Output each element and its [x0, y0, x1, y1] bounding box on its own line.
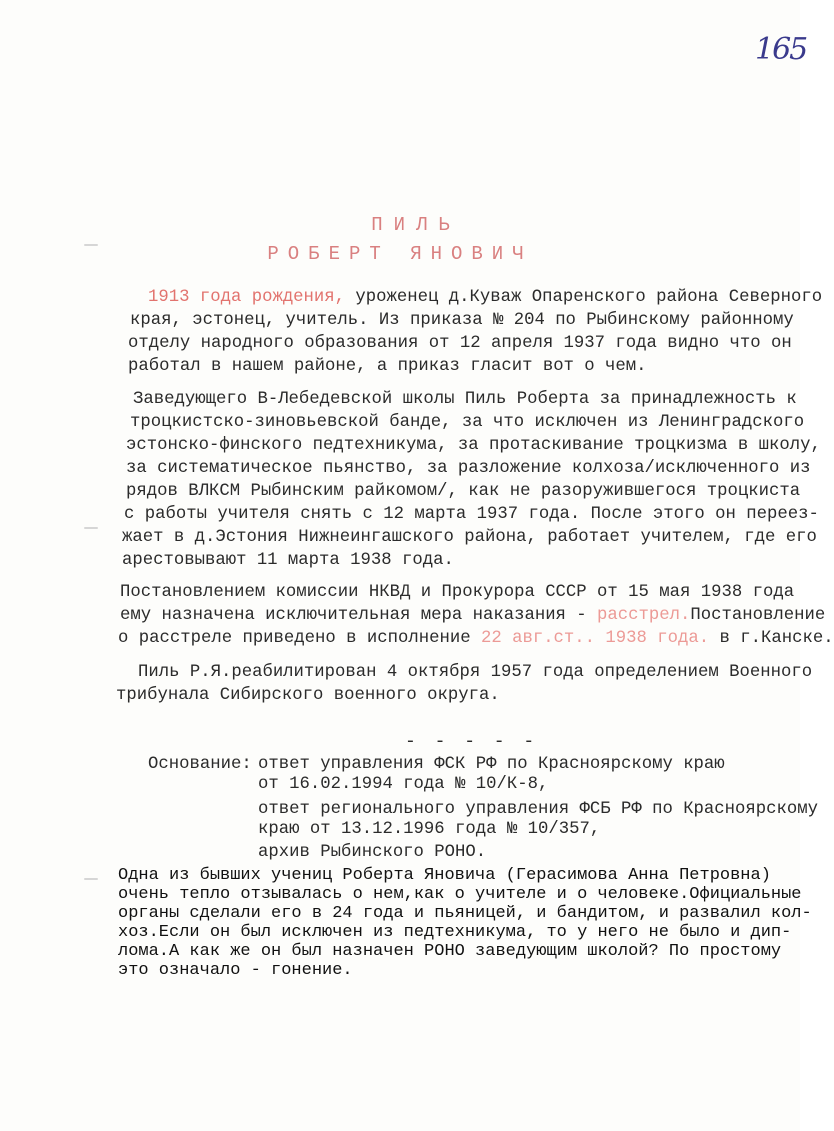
- handwritten-page-number: 165: [755, 32, 807, 67]
- body-line: с работы учителя снять с 12 марта 1937 года. После этого он переез-: [124, 505, 819, 524]
- given-name-heading: РОБЕРТ ЯНОВИЧ: [267, 243, 533, 265]
- note-line: очень тепло отзывалась о нем,как о учителе и о человеке.Официальные: [118, 885, 802, 904]
- punch-mark: [84, 527, 98, 529]
- punch-mark: [84, 878, 98, 880]
- body-line: рядов ВЛКСМ Рыбинским райкомом/, как не разоружившегося троцкиста: [126, 482, 801, 501]
- note-line: хоз.Если он был исключен из педтехникума, то у него не было и дип-: [118, 923, 792, 942]
- body-line: эстонско-финского педтехникума, за протаскивание троцкизма в школу,: [126, 436, 821, 455]
- basis-line: архив Рыбинского РОНО.: [258, 843, 487, 862]
- note-line: Одна из бывших учениц Роберта Яновича (Герасимова Анна Петровна): [118, 866, 771, 885]
- body-line: Пиль Р.Я.реабилитирован 4 октября 1957 года определением Военного: [138, 663, 813, 682]
- note-line: это означало - гонение.: [118, 961, 353, 980]
- body-line: трибунала Сибирского военного округа.: [116, 686, 500, 705]
- body-line: Постановлением комиссии НКВД и Прокурора СССР от 15 мая 1938 года: [120, 583, 795, 602]
- body-line: о расстреле приведено в исполнение 22 авг.ст.. 1938 года. в г.Канске.: [118, 629, 834, 648]
- body-line: Заведующего В-Лебедевской школы Пиль Роберта за принадлежность к: [133, 390, 797, 409]
- surname-heading: ПИЛЬ: [371, 214, 461, 236]
- basis-line: ответ управления ФСК РФ по Красноярскому краю: [258, 755, 725, 774]
- basis-line: краю от 13.12.1996 года № 10/357,: [258, 820, 601, 839]
- basis-label: Основание:: [148, 755, 252, 774]
- note-line: органы сделали его в 24 года и пьяницей, и бандитом, и развалил кол-: [118, 904, 812, 923]
- body-line: жает в д.Эстония Нижнеингашского района, работает учителем, где его: [122, 528, 817, 547]
- body-line: арестовывают 11 марта 1938 года.: [122, 551, 454, 570]
- body-line: работал в нашем районе, а приказ гласит вот о чем.: [128, 357, 647, 376]
- body-line: троцкистско-зиновьевской банде, за что исключен из Ленинградского: [130, 413, 805, 432]
- separator: - - - - -: [405, 732, 539, 752]
- body-line: отделу народного образования от 12 апреля 1937 года видно что он: [128, 334, 792, 353]
- body-line: за систематическое пьянство, за разложение колхоза/исключенного из: [126, 459, 811, 478]
- body-line: ему назначена исключительная мера наказания - расстрел.Постановление: [120, 606, 826, 625]
- note-line: лома.А как же он был назначен РОНО заведующим школой? По простому: [118, 942, 782, 961]
- body-line: края, эстонец, учитель. Из приказа № 204 по Рыбинскому районному: [130, 311, 794, 330]
- body-line: 1913 года рождения, уроженец д.Куваж Опаренского района Северного: [148, 288, 823, 307]
- basis-line: ответ регионального управления ФСБ РФ по Красноярскому: [258, 800, 819, 819]
- basis-line: от 16.02.1994 года № 10/К-8,: [258, 775, 549, 794]
